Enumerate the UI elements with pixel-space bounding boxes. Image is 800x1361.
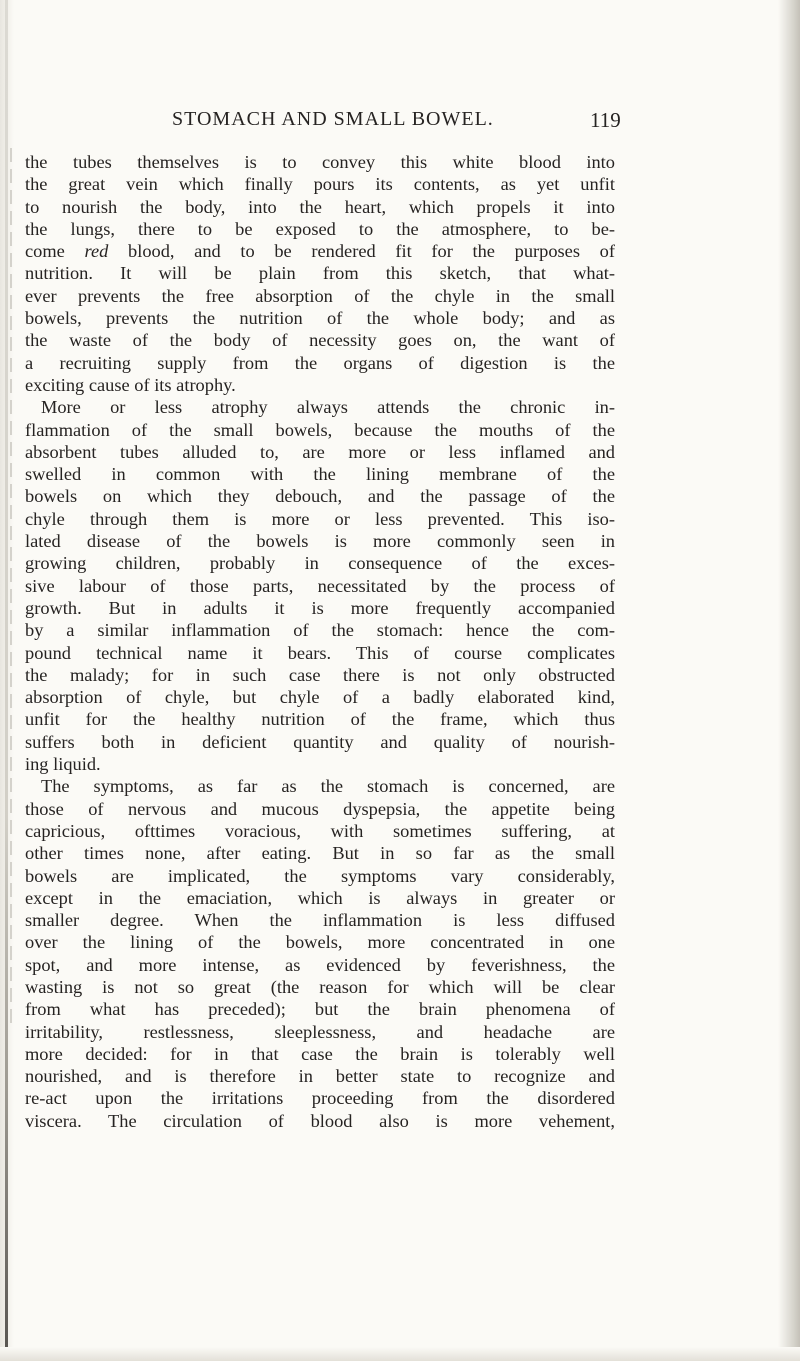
text-line: [25, 329, 615, 351]
text-line: [25, 307, 615, 329]
text-segment: swelled in common with the lining membrane of the: [25, 464, 615, 485]
text-segment: re-act upon the irritations proceeding from the disordered: [25, 1088, 615, 1109]
text-segment: bowels are implicated, the symptoms vary considerably,: [25, 865, 615, 886]
text-segment: by a similar inflammation of the stomach: hence the com-: [25, 620, 615, 641]
text-line: [25, 1021, 615, 1043]
text-segment: chyle through them is more or less prevented. This iso-: [25, 508, 615, 529]
text-segment: a recruiting supply from the organs of digestion is the: [25, 352, 615, 373]
text-segment: exciting cause of its atrophy.: [25, 374, 236, 395]
text-segment: more decided: for in that case the brain is tolerably well: [25, 1043, 615, 1064]
text-line: [25, 686, 615, 708]
text-line: [25, 976, 615, 998]
bottom-page-edge: [0, 1347, 800, 1361]
text-line: [25, 798, 615, 820]
text-line: [25, 865, 615, 887]
text-line: [25, 262, 615, 284]
text-segment: flammation of the small bowels, because the mouths of the: [25, 419, 615, 440]
text-line: [25, 352, 615, 374]
text-segment: the malady; for in such case there is not only obstructed: [25, 664, 615, 685]
page-number: 119: [590, 108, 621, 132]
text-line: [25, 664, 615, 686]
text-segment: the waste of the body of necessity goes on, the want of: [25, 330, 615, 351]
text-segment: bowels, prevents the nutrition of the whole body; and as: [25, 308, 615, 329]
text-segment: those of nervous and mucous dyspepsia, the appetite being: [25, 798, 615, 819]
text-segment: pound technical name it bears. This of course complicates: [25, 642, 615, 663]
text-segment: from what has preceded); but the brain phenomena of: [25, 999, 615, 1020]
left-binding-shadow: [5, 0, 8, 1361]
text-line: [25, 731, 615, 753]
text-segment: growth. But in adults it is more frequently accompanied: [25, 597, 615, 618]
text-line: [25, 1043, 615, 1065]
text-segment: wasting is not so great (the reason for which will be clear: [25, 976, 615, 997]
text-line: [25, 485, 615, 507]
text-line: [25, 441, 615, 463]
text-segment: lated disease of the bowels is more commonly seen in: [25, 531, 615, 552]
text-segment: ing liquid.: [25, 754, 101, 775]
text-line: [25, 1087, 615, 1109]
running-head-title: STOMACH AND SMALL BOWEL.: [172, 108, 494, 130]
right-page-edge: [778, 0, 800, 1361]
text-segment: unfit for the healthy nutrition of the frame, which thus: [25, 709, 615, 730]
text-line: [25, 240, 615, 262]
text-line: [25, 151, 615, 173]
text-segment: ever prevents the free absorption of the chyle in the small: [25, 285, 615, 306]
text-line: [25, 931, 615, 953]
text-line: [25, 1065, 615, 1087]
text-line: [25, 597, 615, 619]
text-segment: irritability, restlessness, sleeplessness, and headache are: [25, 1021, 615, 1042]
text-segment: More or less atrophy always attends the chronic in-: [41, 397, 615, 418]
text-segment: blood, and to be rendered fit for the purposes of: [108, 241, 615, 262]
text-line: [25, 842, 615, 864]
text-line: [25, 775, 615, 797]
text-segment: to nourish the body, into the heart, which propels it into: [25, 196, 615, 217]
text-line: [25, 1110, 615, 1132]
text-segment: suffers both in deficient quantity and quality of nourish-: [25, 731, 615, 752]
text-segment: other times none, after eating. But in so far as the small: [25, 843, 615, 864]
gutter-marks: [10, 148, 12, 1028]
text-line: [25, 954, 615, 976]
text-line: [25, 173, 615, 195]
text-segment: The symptoms, as far as the stomach is concerned, are: [41, 776, 615, 797]
text-line: [25, 909, 615, 931]
text-segment: come: [25, 241, 85, 262]
text-line: [25, 508, 615, 530]
text-line: [25, 820, 615, 842]
text-segment: the lungs, there to be exposed to the atmosphere, to be-: [25, 218, 615, 239]
running-head: [0, 108, 800, 138]
text-line: [25, 530, 615, 552]
text-segment: absorption of chyle, but chyle of a badly elaborated kind,: [25, 687, 615, 708]
text-line: [25, 419, 615, 441]
text-line: [25, 708, 615, 730]
text-segment: nutrition. It will be plain from this sketch, that what-: [25, 263, 615, 284]
text-line: [25, 463, 615, 485]
text-segment: capricious, ofttimes voracious, with sometimes suffering, at: [25, 820, 615, 841]
text-segment: nourished, and is therefore in better state to recognize and: [25, 1066, 615, 1087]
text-segment: smaller degree. When the inflammation is less diffused: [25, 910, 615, 931]
text-segment: the tubes themselves is to convey this white blood into: [25, 152, 615, 172]
text-segment: except in the emaciation, which is always in greater or: [25, 887, 615, 908]
text-line: [25, 887, 615, 909]
text-segment: viscera. The circulation of blood also is more vehement,: [25, 1110, 615, 1131]
body-text: [25, 151, 615, 1132]
text-line: [25, 642, 615, 664]
text-segment: spot, and more intense, as evidenced by feverishness, the: [25, 954, 615, 975]
text-line: [25, 285, 615, 307]
text-line: [25, 218, 615, 240]
text-line: [25, 998, 615, 1020]
text-line: [25, 552, 615, 574]
text-line: [25, 196, 615, 218]
text-line: [25, 575, 615, 597]
text-segment: growing children, probably in consequence of the exces-: [25, 553, 615, 574]
text-line: [25, 396, 615, 418]
italic-word: red: [84, 241, 109, 262]
text-segment: over the lining of the bowels, more concentrated in one: [25, 932, 615, 953]
text-segment: sive labour of those parts, necessitated by the process of: [25, 575, 615, 596]
text-segment: absorbent tubes alluded to, are more or less inflamed and: [25, 441, 615, 462]
text-segment: the great vein which finally pours its contents, as yet unfit: [25, 174, 615, 195]
text-segment: bowels on which they debouch, and the passage of the: [25, 486, 615, 507]
text-line: [25, 753, 615, 775]
text-line: [25, 619, 615, 641]
text-line: [25, 374, 615, 396]
